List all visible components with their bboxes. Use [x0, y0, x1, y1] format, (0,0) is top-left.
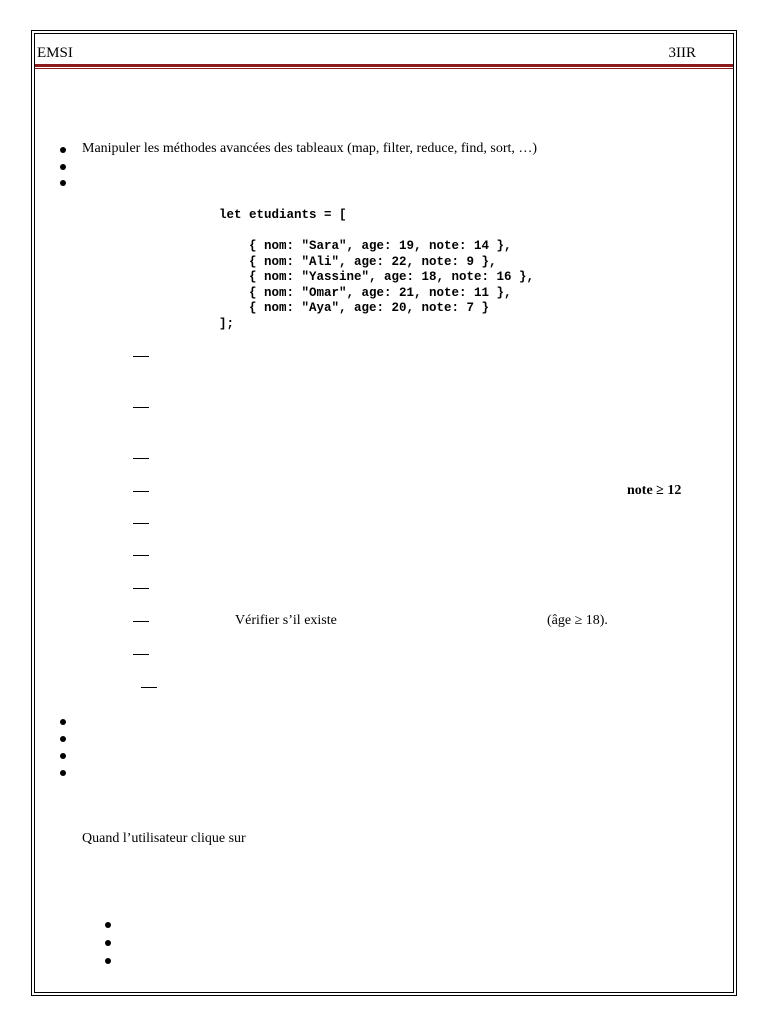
question-dash [141, 687, 157, 688]
question-dash [133, 555, 149, 556]
code-line: { nom: "Omar", age: 21, note: 11 }, [219, 285, 512, 300]
bullet [60, 770, 66, 776]
question-dash [133, 621, 149, 622]
question-dash [133, 654, 149, 655]
bullet [105, 922, 111, 928]
bullet [60, 753, 66, 759]
header-rule-thin [35, 68, 733, 69]
header-rule [35, 64, 733, 67]
question-dash [133, 523, 149, 524]
question-dash [133, 458, 149, 459]
question-dash [133, 491, 149, 492]
question-dash [133, 588, 149, 589]
header-school: EMSI [37, 45, 73, 61]
question-condition: note ≥ 12 [627, 483, 682, 498]
question-condition: (âge ≥ 18). [547, 613, 608, 628]
bullet [60, 164, 66, 170]
code-line: { nom: "Ali", age: 22, note: 9 }, [219, 254, 497, 269]
code-line: { nom: "Aya", age: 20, note: 7 } [219, 301, 490, 315]
code-line: let etudiants = [ [219, 208, 347, 222]
code-line: { nom: "Sara", age: 19, note: 14 }, [219, 239, 512, 253]
bullet [105, 958, 111, 964]
question-dash [133, 407, 149, 408]
bullet [60, 736, 66, 742]
objective-item: Manipuler les méthodes avancées des tableaux (map, filter, reduce, find, sort, …) [82, 141, 538, 156]
header-class: 3IIR [668, 45, 696, 61]
bullet [60, 719, 66, 725]
code-line: ]; [219, 316, 235, 331]
page-border-inner [34, 33, 734, 993]
bullet [60, 147, 66, 153]
question-dash [133, 356, 149, 357]
question-text: Vérifier s’il existe [235, 613, 337, 628]
code-line: { nom: "Yassine", age: 18, note: 16 }, [219, 270, 535, 284]
bullet [105, 940, 111, 946]
code-block [219, 208, 534, 332]
bullet [60, 180, 66, 186]
instruction-text: Quand l’utilisateur clique sur [82, 831, 246, 846]
